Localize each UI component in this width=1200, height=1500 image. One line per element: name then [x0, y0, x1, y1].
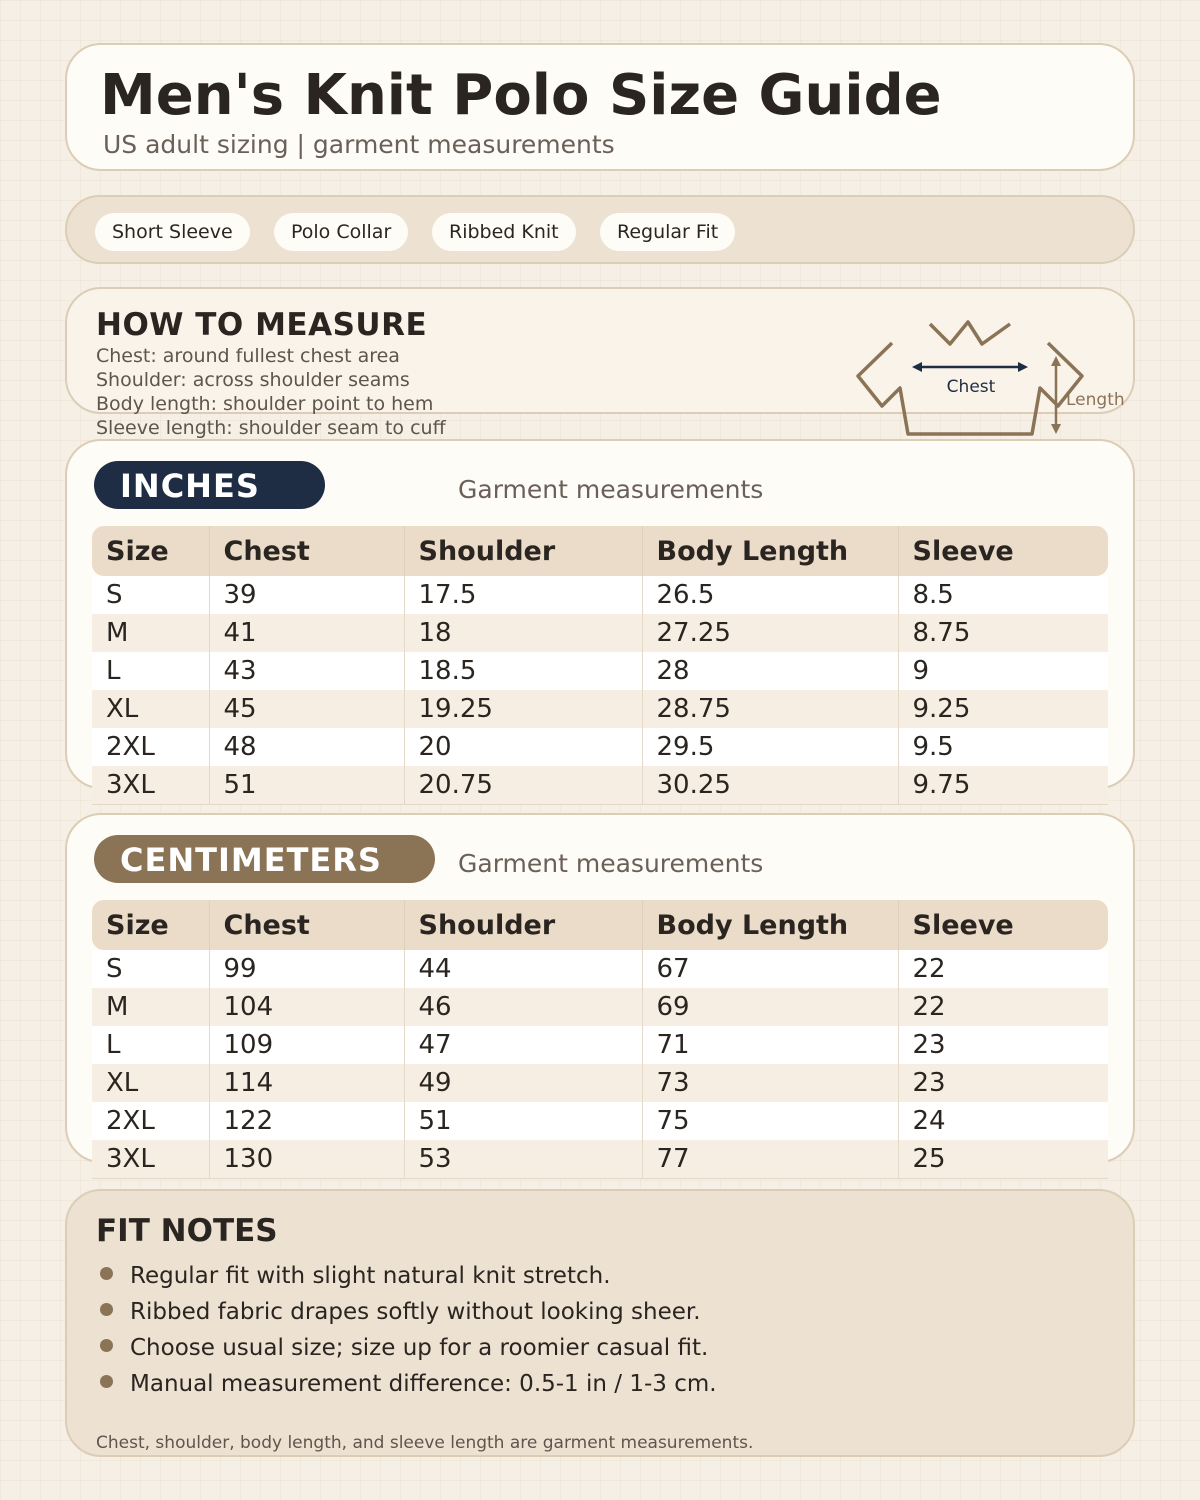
table-cell: 30.25	[642, 766, 898, 805]
table-cell: XL	[92, 690, 209, 728]
table-cell: 69	[642, 988, 898, 1026]
table-row	[92, 690, 1108, 728]
inches-badge: INCHES	[94, 461, 325, 509]
table-cell: 23	[898, 1064, 1108, 1102]
table-cell: L	[92, 1026, 209, 1064]
table-cell: 22	[898, 988, 1108, 1026]
table-cell: 2XL	[92, 728, 209, 766]
table-cell: 46	[404, 988, 642, 1026]
table-cell: M	[92, 988, 209, 1026]
table-cell: 20	[404, 728, 642, 766]
bullet-dot-icon	[100, 1339, 113, 1352]
table-row	[92, 950, 1108, 988]
fit-note-text: Ribbed fabric drapes softly without looking sheer.	[130, 1299, 701, 1325]
table-row	[92, 1140, 1108, 1179]
page-subtitle: US adult sizing | garment measurements	[103, 130, 615, 159]
table-cell: 28	[642, 652, 898, 690]
table-cell: 71	[642, 1026, 898, 1064]
table-cell: 17.5	[404, 576, 642, 614]
table-cell: 24	[898, 1102, 1108, 1140]
fit-note-item	[100, 1371, 717, 1397]
fit-note-text: Manual measurement difference: 0.5-1 in / 1-3 cm.	[130, 1371, 717, 1397]
table-cell: 28.75	[642, 690, 898, 728]
how-to-measure-title: HOW TO MEASURE	[96, 307, 428, 343]
fit-note-item	[100, 1299, 701, 1325]
feature-tags-bar	[65, 195, 1135, 264]
tag-regular-fit: Regular Fit	[600, 213, 735, 251]
header-card	[65, 43, 1135, 171]
measure-line-body-length: Body length: shoulder point to hem	[96, 393, 434, 415]
table-cell: 22	[898, 950, 1108, 988]
table-cell: 75	[642, 1102, 898, 1140]
table-cell: 130	[209, 1140, 404, 1179]
table-cell: L	[92, 652, 209, 690]
table-cell: 27.25	[642, 614, 898, 652]
table-cell: 9.5	[898, 728, 1108, 766]
table-header-row	[92, 526, 1108, 576]
fit-note-text: Choose usual size; size up for a roomier casual fit.	[130, 1335, 709, 1361]
table-cell: 43	[209, 652, 404, 690]
measure-line-shoulder: Shoulder: across shoulder seams	[96, 369, 410, 391]
table-cell: 104	[209, 988, 404, 1026]
column-header: Size	[92, 900, 209, 950]
table-cell: 77	[642, 1140, 898, 1179]
fit-notes-footer: Chest, shoulder, body length, and sleeve length are garment measurements.	[96, 1433, 754, 1453]
table-cell: 73	[642, 1064, 898, 1102]
table-cell: 45	[209, 690, 404, 728]
table-cell: 18.5	[404, 652, 642, 690]
table-cell: 48	[209, 728, 404, 766]
table-cell: S	[92, 576, 209, 614]
tag-ribbed-knit: Ribbed Knit	[432, 213, 576, 251]
table-cell: 8.75	[898, 614, 1108, 652]
table-row	[92, 652, 1108, 690]
table-cell: 51	[404, 1102, 642, 1140]
column-header: Size	[92, 526, 209, 576]
length-diagram-label: Length	[1066, 390, 1125, 410]
inches-note: Garment measurements	[458, 475, 764, 504]
table-cell: 49	[404, 1064, 642, 1102]
table-cell: 2XL	[92, 1102, 209, 1140]
table-cell: 53	[404, 1140, 642, 1179]
table-row	[92, 766, 1108, 805]
table-cell: 3XL	[92, 1140, 209, 1179]
tag-short-sleeve: Short Sleeve	[95, 213, 250, 251]
polo-shirt-measure-diagram	[850, 316, 1140, 441]
table-cell: 9.25	[898, 690, 1108, 728]
inches-size-table	[92, 526, 1108, 805]
bullet-dot-icon	[100, 1267, 113, 1280]
table-row	[92, 576, 1108, 614]
table-row	[92, 728, 1108, 766]
fit-note-item	[100, 1335, 708, 1361]
table-row	[92, 988, 1108, 1026]
table-cell: 23	[898, 1026, 1108, 1064]
table-cell: M	[92, 614, 209, 652]
bullet-dot-icon	[100, 1375, 113, 1388]
table-cell: 3XL	[92, 766, 209, 805]
table-cell: 99	[209, 950, 404, 988]
table-cell: 122	[209, 1102, 404, 1140]
column-header: Sleeve	[898, 526, 1108, 576]
table-cell: 109	[209, 1026, 404, 1064]
table-cell: S	[92, 950, 209, 988]
page-title: Men's Knit Polo Size Guide	[100, 63, 942, 128]
fit-notes-card	[65, 1189, 1135, 1457]
table-cell: 44	[404, 950, 642, 988]
table-cell: 39	[209, 576, 404, 614]
table-cell: 41	[209, 614, 404, 652]
column-header: Body Length	[642, 526, 898, 576]
measure-line-sleeve: Sleeve length: shoulder seam to cuff	[96, 417, 446, 439]
centimeters-note: Garment measurements	[458, 849, 764, 878]
fit-note-item	[100, 1263, 611, 1289]
table-cell: 114	[209, 1064, 404, 1102]
fit-note-text: Regular fit with slight natural knit stretch.	[130, 1263, 611, 1289]
table-cell: 51	[209, 766, 404, 805]
fit-notes-title: FIT NOTES	[96, 1213, 278, 1249]
table-cell: 8.5	[898, 576, 1108, 614]
length-arrow-icon	[1051, 356, 1061, 434]
table-cell: 9.75	[898, 766, 1108, 805]
table-cell: 47	[404, 1026, 642, 1064]
centimeters-size-table	[92, 900, 1108, 1179]
table-row	[92, 1102, 1108, 1140]
table-row	[92, 1064, 1108, 1102]
centimeters-badge: CENTIMETERS	[94, 835, 435, 883]
column-header: Body Length	[642, 900, 898, 950]
chest-arrow-icon	[912, 362, 1028, 372]
table-cell: 26.5	[642, 576, 898, 614]
column-header: Shoulder	[404, 526, 642, 576]
table-cell: XL	[92, 1064, 209, 1102]
tag-polo-collar: Polo Collar	[274, 213, 408, 251]
table-cell: 25	[898, 1140, 1108, 1179]
table-cell: 9	[898, 652, 1108, 690]
table-cell: 67	[642, 950, 898, 988]
table-cell: 19.25	[404, 690, 642, 728]
column-header: Chest	[209, 900, 404, 950]
column-header: Chest	[209, 526, 404, 576]
table-cell: 29.5	[642, 728, 898, 766]
table-cell: 18	[404, 614, 642, 652]
bullet-dot-icon	[100, 1303, 113, 1316]
chest-diagram-label: Chest	[946, 377, 996, 397]
table-header-row	[92, 900, 1108, 950]
measure-line-chest: Chest: around fullest chest area	[96, 345, 400, 367]
column-header: Shoulder	[404, 900, 642, 950]
table-row	[92, 1026, 1108, 1064]
table-row	[92, 614, 1108, 652]
column-header: Sleeve	[898, 900, 1108, 950]
table-cell: 20.75	[404, 766, 642, 805]
